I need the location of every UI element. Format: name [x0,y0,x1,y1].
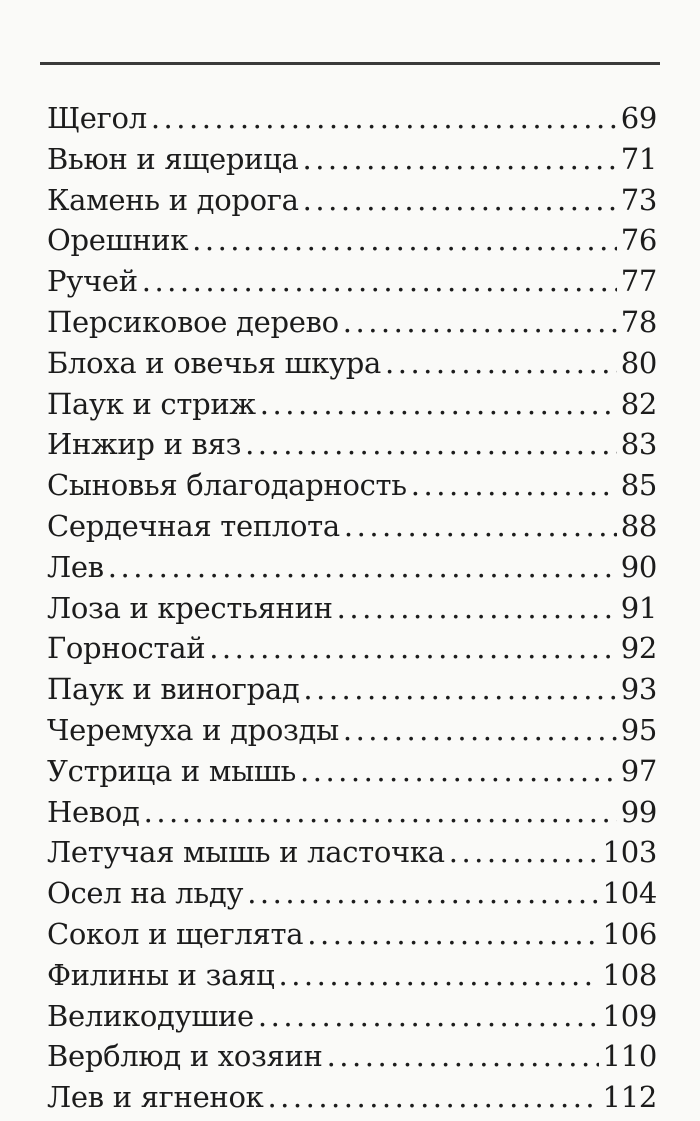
dot-leader [411,468,617,502]
toc-entry [47,754,657,795]
toc-entry [47,264,657,305]
toc-entry [47,346,657,387]
dot-leader [192,223,617,257]
toc-entry-title: Сыновья благодарность [47,468,407,503]
toc-entry-title: Лев [47,549,104,584]
toc-entry-title: Лоза и крестьянин [47,590,333,625]
dot-leader [267,1080,598,1114]
toc-entry [47,387,657,428]
dot-leader [258,999,599,1033]
dot-leader [343,713,617,747]
dot-leader [343,305,617,339]
toc-entry [47,876,657,917]
toc-entry-page-number: 69 [620,101,657,135]
toc-entry-title: Персиковое дерево [47,304,339,339]
toc-entry-page-number: 85 [620,468,657,503]
toc-entry-title: Летучая мышь и ласточка [47,835,445,870]
toc-entry [47,1080,657,1121]
toc-entry-page-number: 76 [620,223,657,258]
toc-entry-page-number: 80 [620,345,657,380]
toc-entry-page-number: 91 [620,590,657,625]
toc-entry [47,795,657,836]
toc-entry-title: Верблюд и хозяин [47,1039,323,1074]
dot-leader [144,795,617,829]
toc-entry [47,713,657,754]
toc-entry [47,958,657,999]
dot-leader [385,346,617,380]
toc-entry [47,142,657,183]
toc-entry [47,468,657,509]
toc-entry [47,509,657,550]
dot-leader [108,550,617,584]
toc-entry-title: Камень и дорога [47,182,299,217]
toc-entry-title: Вьюн и ящерица [47,141,299,176]
toc-entry-title: Устрица и мышь [47,753,297,788]
dot-leader [327,1039,599,1073]
toc-entry-page-number: 99 [620,794,657,829]
toc-entry-title: Ручей [47,264,138,299]
toc-entry-page-number: 108 [602,957,657,992]
toc-entry-title: Невод [47,794,140,829]
toc-entry [47,183,657,224]
toc-entry [47,305,657,346]
toc-entry-page-number: 90 [620,549,657,584]
toc-entry-page-number: 103 [602,835,657,870]
dot-leader [245,427,617,461]
dot-leader [260,387,617,421]
toc-entry-page-number: 104 [602,876,657,911]
toc-entry-page-number: 92 [620,631,657,666]
dot-leader [209,631,616,665]
toc-entry [47,101,657,142]
toc-entry [47,550,657,591]
toc-entry-title: Блоха и овечья шкура [47,345,382,380]
toc-entry-page-number: 112 [602,1080,657,1115]
toc-entry-title: Щегол [47,101,147,135]
dot-leader [303,142,617,176]
toc-entry-title: Горностай [47,631,206,666]
toc-entry-title: Сердечная теплота [47,508,340,543]
header-rule [40,62,660,65]
toc-entry-title: Великодушие [47,998,254,1033]
dot-leader [449,835,599,869]
toc-entry-title: Инжир и вяз [47,427,242,462]
toc-entry [47,1039,657,1080]
toc-entry-page-number: 83 [620,427,657,462]
toc-entry-title: Черемуха и дрозды [47,712,339,747]
toc-entry [47,835,657,876]
dot-leader [303,672,616,706]
toc-entry-page-number: 77 [620,264,657,299]
dot-leader [300,754,617,788]
toc-entry-title: Паук и виноград [47,672,300,707]
toc-entry-page-number: 93 [620,672,657,707]
toc-entry-page-number: 97 [620,753,657,788]
dot-leader [303,183,617,217]
toc-entry-page-number: 78 [620,304,657,339]
toc-entry-title: Осел на льду [47,876,244,911]
toc-entry-page-number: 95 [620,712,657,747]
toc-entry-title: Паук и стриж [47,386,256,421]
toc-entry-page-number: 106 [602,916,657,951]
toc-entry-page-number: 109 [602,998,657,1033]
dot-leader [142,264,617,298]
toc-entry [47,591,657,632]
toc-entry [47,917,657,958]
toc-entry [47,631,657,672]
dot-leader [344,509,617,543]
toc-entry-title: Филины и заяц [47,957,275,992]
toc-entry-title: Лев и ягненок [47,1080,264,1115]
toc-entry-page-number: 110 [602,1039,657,1074]
table-of-contents [47,101,657,1121]
toc-entry-page-number: 73 [620,182,657,217]
toc-entry [47,672,657,713]
dot-leader [278,958,598,992]
toc-entry-title: Сокол и щеглята [47,916,304,951]
toc-entry [47,999,657,1040]
toc-entry-page-number: 88 [620,508,657,543]
dot-leader [307,917,598,951]
toc-entry [47,427,657,468]
dot-leader [337,591,617,625]
toc-entry [47,223,657,264]
dot-leader [151,101,617,135]
toc-entry-page-number: 71 [620,141,657,176]
dot-leader [247,876,598,910]
toc-entry-page-number: 82 [620,386,657,421]
toc-entry-title: Орешник [47,223,189,258]
